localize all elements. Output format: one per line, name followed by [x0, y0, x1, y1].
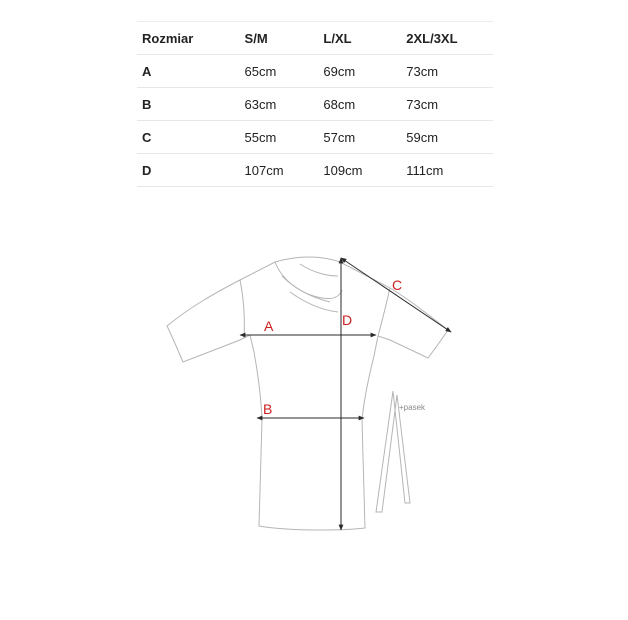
table-cell: 73cm: [406, 96, 439, 112]
table-cell: 55cm: [244, 129, 277, 145]
table-cell: B: [142, 96, 152, 112]
table-cell: 109cm: [323, 162, 363, 178]
measure-d-label: D: [342, 312, 353, 328]
right-sleeve-seam: [378, 288, 390, 336]
table-cell: 57cm: [323, 129, 356, 145]
measure-a-label: A: [264, 318, 274, 334]
header-cell: 2XL/3XL: [406, 30, 458, 46]
table-cell: 73cm: [406, 63, 439, 79]
belt-strap: [376, 391, 397, 512]
left-sleeve-seam: [240, 280, 244, 338]
table-cell: C: [142, 129, 152, 145]
belt-note: +pasek: [399, 403, 426, 412]
dress-outline: [167, 257, 448, 530]
measure-c-arrow: [341, 258, 451, 332]
measure-c-label: C: [392, 277, 403, 293]
header-cell: L/XL: [323, 30, 352, 46]
dress-body-outline: [167, 257, 448, 530]
header-cell: Rozmiar: [142, 30, 194, 46]
cowl-neck-fold: [290, 292, 338, 312]
table-cell: 63cm: [244, 96, 277, 112]
table-cell: 69cm: [323, 63, 356, 79]
table-cell: 65cm: [244, 63, 277, 79]
cowl-neck-fold: [300, 264, 338, 276]
table-cell: 107cm: [244, 162, 284, 178]
table-cell: A: [142, 63, 152, 79]
table-cell: 111cm: [406, 162, 444, 178]
table-cell: D: [142, 162, 152, 178]
header-cell: S/M: [244, 30, 268, 46]
measure-b-label: B: [263, 401, 273, 417]
table-cell: 59cm: [406, 129, 439, 145]
cowl-neck-fold: [275, 262, 342, 299]
table-cell: 68cm: [323, 96, 356, 112]
